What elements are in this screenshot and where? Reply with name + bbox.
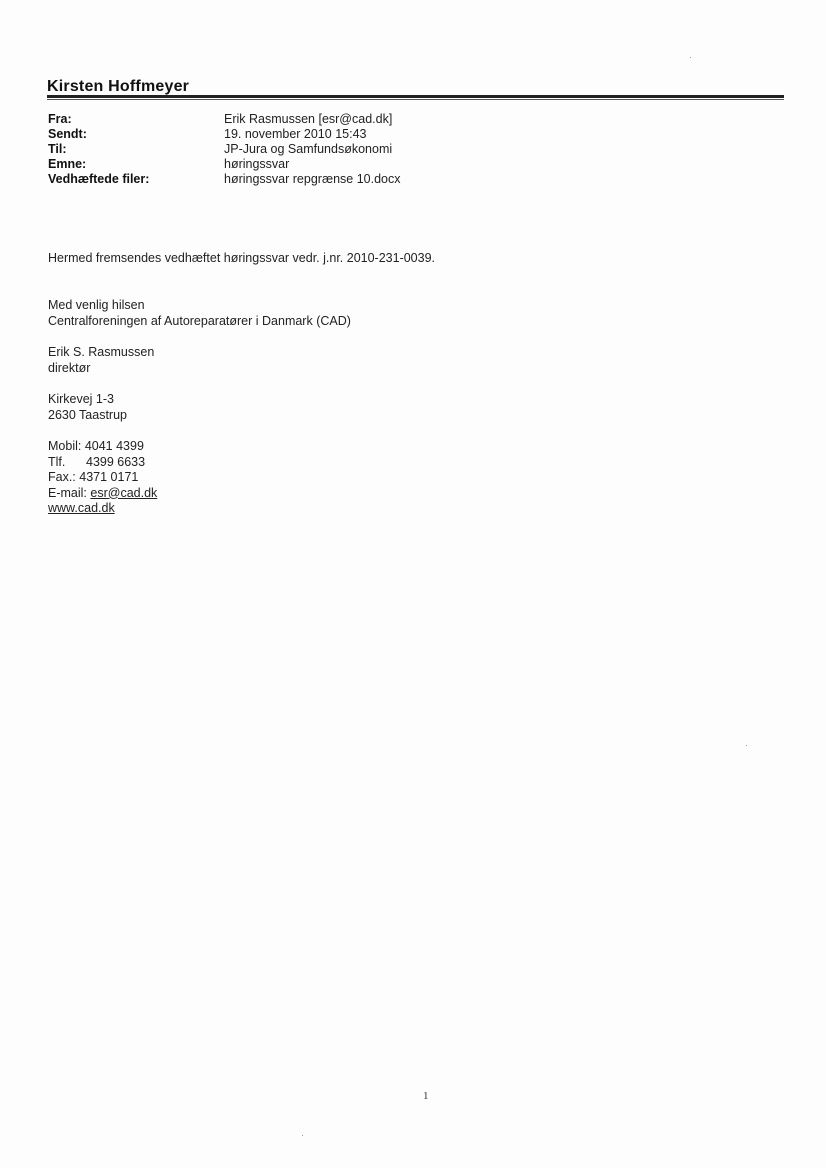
- scan-speck: [746, 745, 747, 746]
- meta-value-to: JP-Jura og Samfundsøkonomi: [224, 142, 393, 156]
- email-contact-block: [48, 439, 157, 517]
- email-greeting: [48, 298, 351, 329]
- signer-title: direktør: [48, 360, 91, 375]
- contact-website: [48, 501, 157, 517]
- email-address-block: [48, 392, 127, 423]
- signer-name: Erik S. Rasmussen: [48, 345, 155, 359]
- scan-speck: [302, 1135, 303, 1136]
- meta-row-subject: [48, 157, 400, 172]
- contact-mobile: [48, 439, 157, 455]
- meta-row-attachments: [48, 172, 400, 187]
- meta-row-to: [48, 142, 400, 157]
- meta-row-from: [48, 112, 400, 127]
- header-rule: [47, 95, 784, 98]
- scan-speck: [690, 57, 691, 58]
- meta-label-from: Fra:: [48, 112, 72, 126]
- email-intro: [48, 251, 435, 267]
- fax-value: 4371 0171: [79, 470, 139, 484]
- address-street: Kirkevej 1-3: [48, 392, 114, 406]
- meta-label-attachments: Vedhæftede filer:: [48, 172, 150, 186]
- page-number: 1: [423, 1090, 429, 1102]
- email-label: E-mail:: [48, 485, 87, 500]
- mailbox-owner-name: Kirsten Hoffmeyer: [47, 78, 190, 95]
- website-link[interactable]: www.cad.dk: [48, 501, 115, 515]
- organization-line: Centralforeningen af Autoreparatører i Danmark (CAD): [48, 313, 351, 328]
- meta-label-to: Til:: [48, 142, 67, 156]
- meta-label-sent: Sendt:: [48, 127, 87, 141]
- meta-value-subject: høringssvar: [224, 157, 290, 171]
- meta-value-attachments: høringssvar repgrænse 10.docx: [224, 172, 401, 186]
- intro-line: Hermed fremsendes vedhæftet høringssvar vedr. j.nr. 2010-231-0039.: [48, 251, 436, 265]
- fax-label: Fax.:: [48, 470, 76, 484]
- greeting-line: Med venlig hilsen: [48, 298, 145, 312]
- contact-fax: [48, 470, 157, 486]
- mobile-value: 4041 4399: [84, 439, 144, 453]
- address-city: 2630 Taastrup: [48, 407, 127, 422]
- mobile-label: Mobil:: [48, 439, 82, 453]
- phone-value: 4399 6633: [86, 454, 146, 469]
- meta-row-sent: [48, 127, 400, 142]
- contact-email: [48, 486, 157, 502]
- email-signer: [48, 345, 154, 376]
- email-metadata: [48, 112, 400, 187]
- header-rule-thin: [47, 99, 784, 100]
- phone-label: Tlf.: [48, 454, 66, 469]
- meta-value-sent: 19. november 2010 15:43: [224, 127, 367, 141]
- meta-value-from: Erik Rasmussen [esr@cad.dk]: [224, 112, 393, 126]
- email-link[interactable]: esr@cad.dk: [90, 485, 158, 500]
- meta-label-subject: Emne:: [48, 157, 87, 171]
- contact-phone: [48, 455, 157, 471]
